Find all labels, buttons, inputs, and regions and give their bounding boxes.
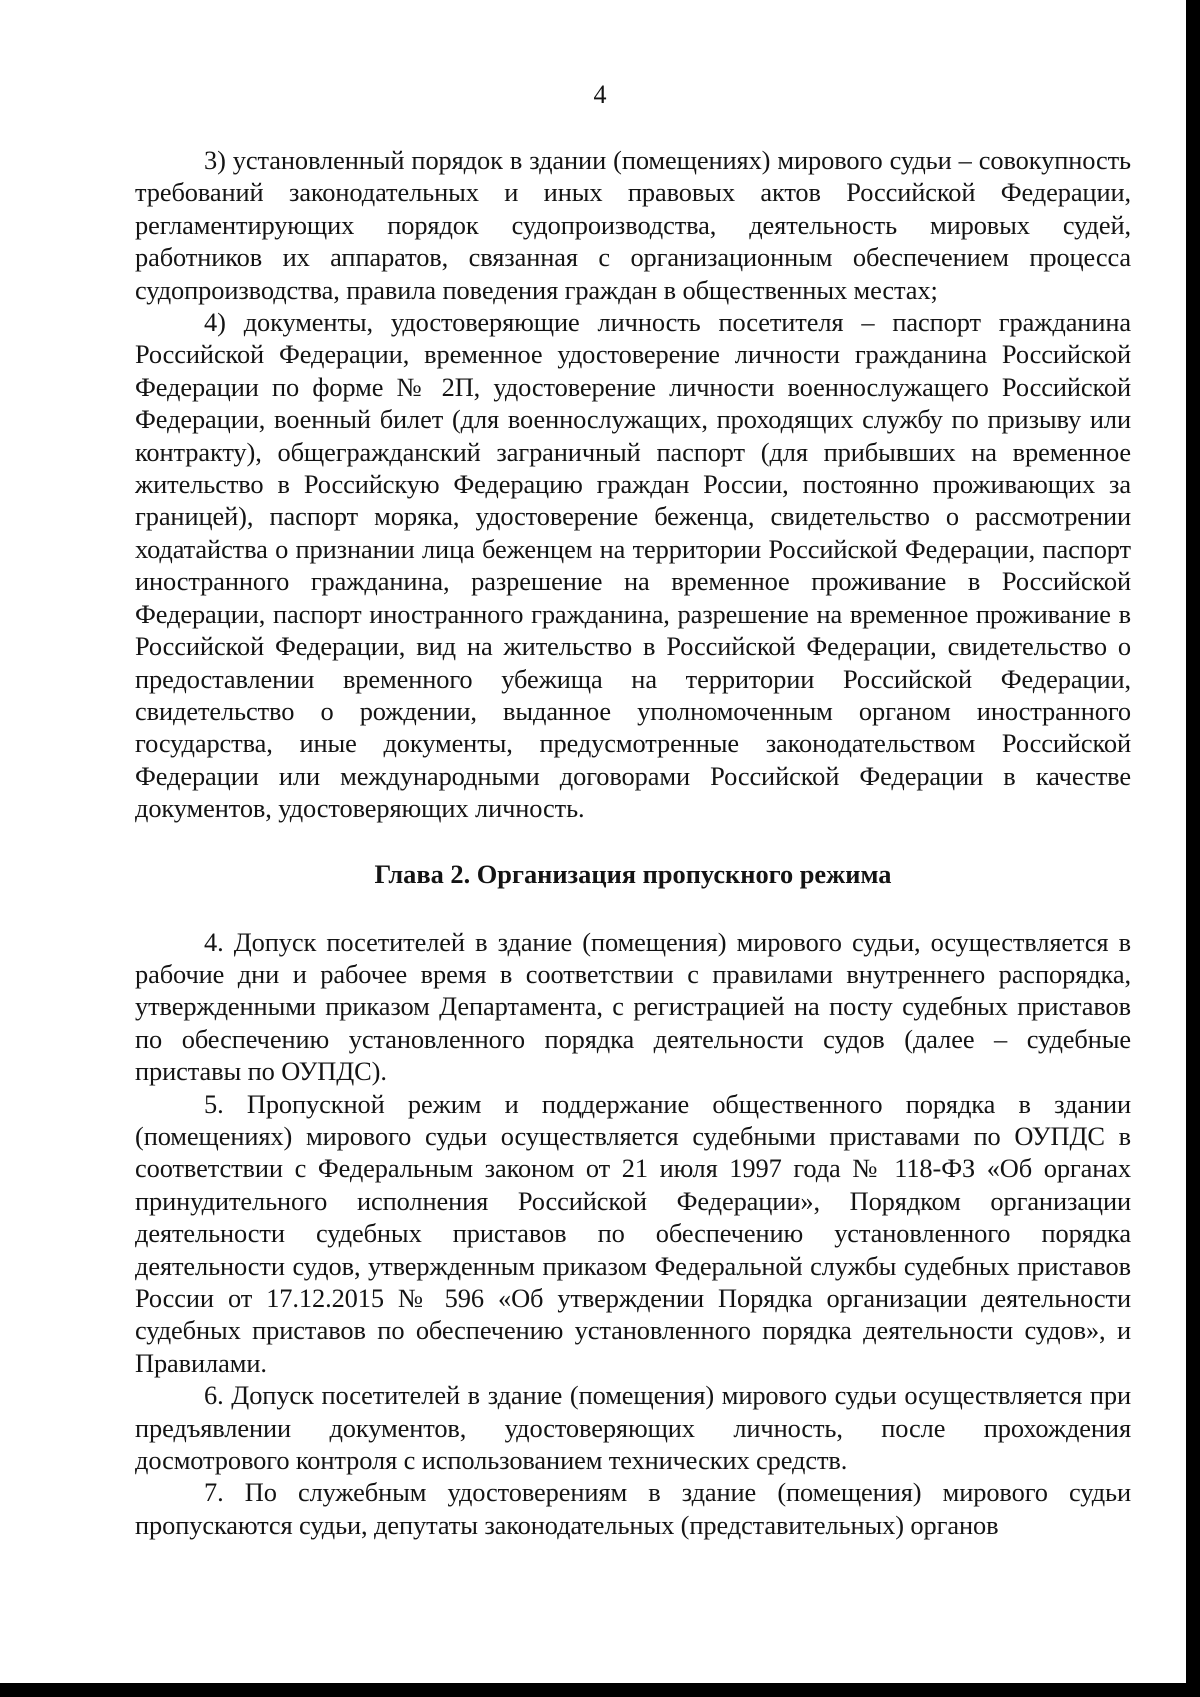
paragraph-clause-4: 4. Допуск посетителей в здание (помещения) мирового судьи, осуществляется в рабочие дни и рабочее время в соответствии с правилами внутреннего распорядка, утвержденными приказом Департамента, с регистрацией на посту судебных приставов по обеспечению установленного порядка деятельности судов (далее – судебные приставы по ОУПДС). [135,926,1131,1087]
scan-edge-right [1186,0,1200,1697]
chapter-heading: Глава 2. Организация пропускного режима [374,858,892,889]
page-number: 4 [593,80,607,109]
paragraph-clause-6: 6. Допуск посетителей в здание (помещения) мирового судьи осуществляется при предъявлении документов, удостоверяющих личность, после прохождения досмотрового контроля с использованием технических средств. [135,1380,1131,1476]
document-body [135,144,1131,1541]
paragraph-clause-7: 7. По служебным удостоверениям в здание (помещения) мирового судьи пропускаются судьи, депутаты законодательных (представительных) органов [135,1477,1131,1540]
paragraph-clause-5: 5. Пропускной режим и поддержание общественного порядка в здании (помещениях) мирового судьи осуществляется судебными приставами по ОУПДС в соответствии с Федеральным законом от 21 июля 1997 года № 118-ФЗ «Об органах принудительного исполнения Российской Федерации», Порядком организации деятельности судебных приставов по обеспечению установленного порядка деятельности судов, утвержденным приказом Федеральной службы судебных приставов России от 17.12.2015 № 596 «Об утверждении Порядка организации деятельности судебных приставов по обеспечению установленного порядка деятельности судов», и Правилами. [135,1088,1131,1378]
paragraph-item-4: 4) документы, удостоверяющие личность посетителя – паспорт гражданина Российской Федерации, временное удостоверение личности гражданина Российской Федерации по форме № 2П, удостоверение личности военнослужащего Российской Федерации, военный билет (для военнослужащих, проходящих службу по призыву или контракту), общегражданский заграничный паспорт (для прибывших на временное жительство в Российскую Федерацию граждан России, постоянно проживающих за границей), паспорт моряка, удостоверение беженца, свидетельство о рассмотрении ходатайства о признании лица беженцем на территории Российской Федерации, паспорт иностранного гражданина, разрешение на временное проживание в Российской Федерации, паспорт иностранного гражданина, разрешение на временное проживание в Российской Федерации, вид на жительство в Российской Федерации, свидетельство о предоставлении временного убежища на территории Российской Федерации, свидетельство о рождении, выданное уполномоченным органом иностранного государства, иные документы, предусмотренные законодательством Российской Федерации или международными договорами Российской Федерации в качестве документов, удостоверяющих личность. [135,307,1131,824]
paragraph-item-3: 3) установленный порядок в здании (помещениях) мирового судьи – совокупность требований законодательных и иных правовых актов Российской Федерации, регламентирующих порядок судопроизводства, деятельность мировых судей, работников их аппаратов, связанная с организационным обеспечением процесса судопроизводства, правила поведения граждан в общественных местах; [135,145,1131,305]
scan-edge-bottom [0,1683,1200,1697]
